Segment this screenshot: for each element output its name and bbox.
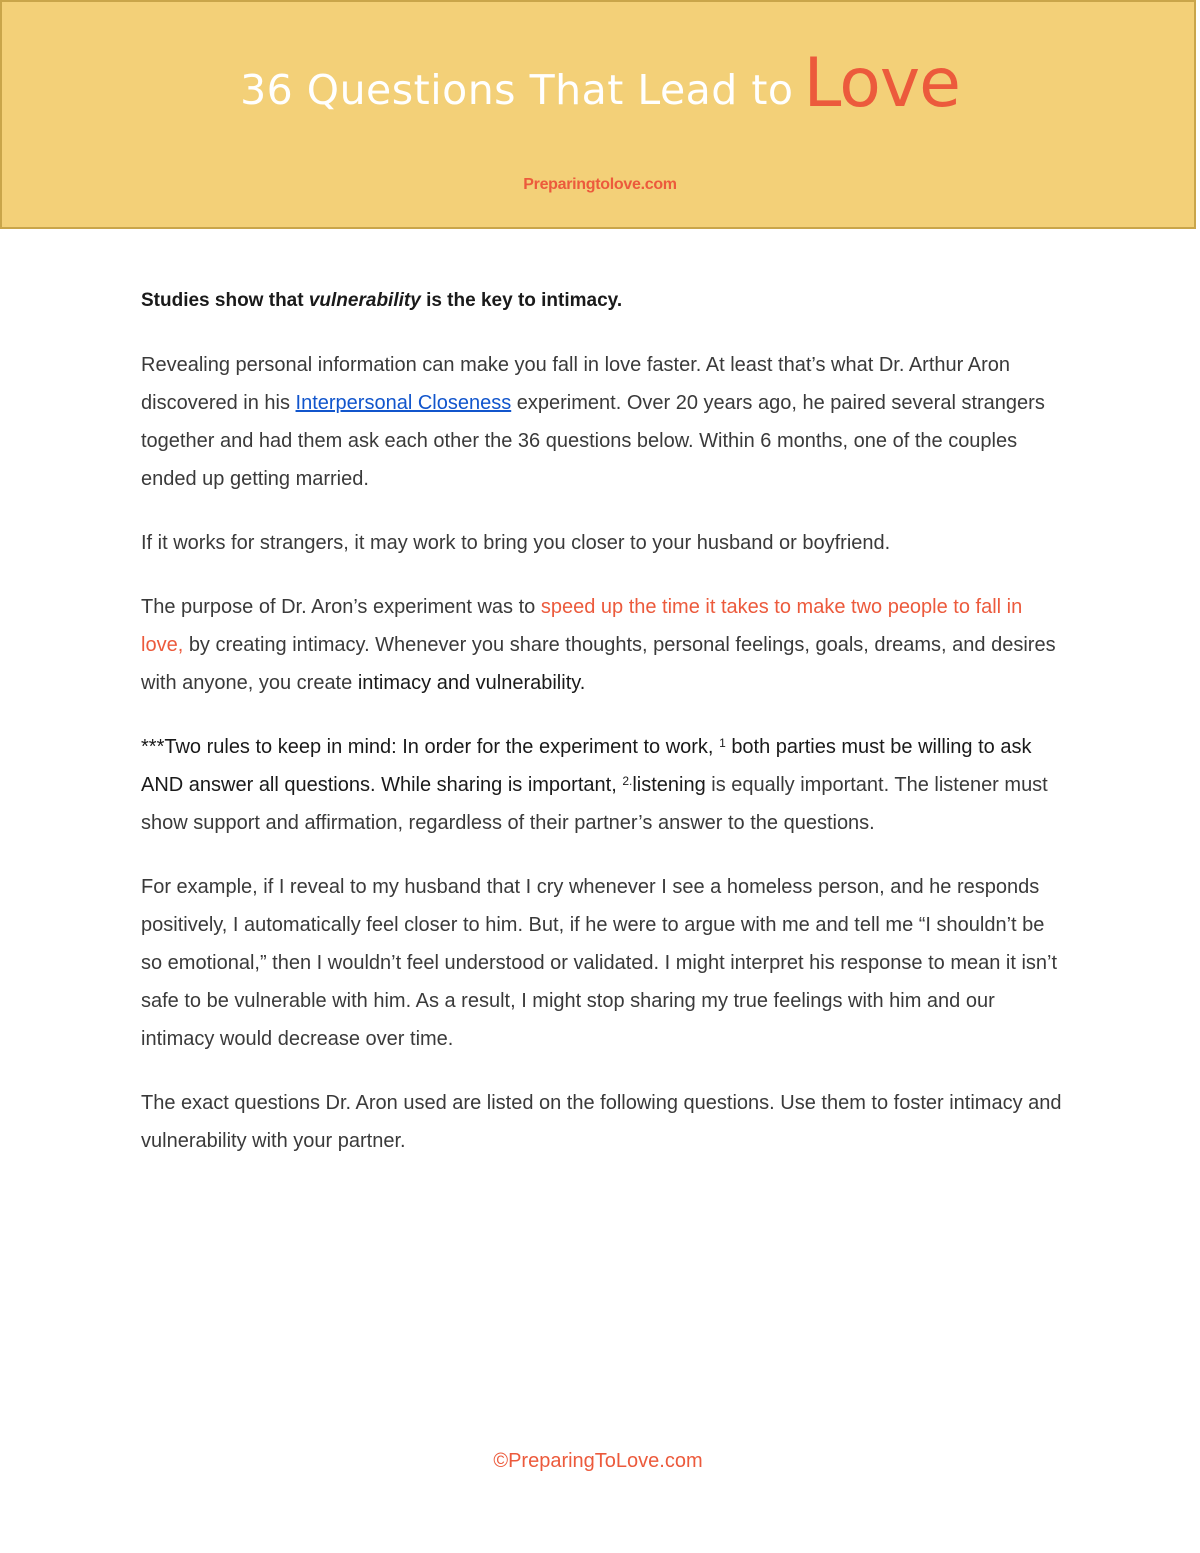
paragraph-rules	[141, 728, 1066, 842]
paragraph-closing: The exact questions Dr. Aron used are listed on the following questions. Use them to foster intimacy and vulnerability with your partner.	[141, 1092, 1062, 1152]
rule-1-marker: 1	[719, 736, 726, 750]
title-main-text: 36 Questions That Lead to	[240, 66, 794, 114]
rule-2-marker: 2.	[622, 774, 633, 788]
paragraph-example: For example, if I reveal to my husband that I cry whenever I see a homeless person, and he responds positively, I automatically feel closer to him. But, if he were to argue with me and tell me “I shouldn’t be so emotional,” then I wouldn’t feel understood or validated. I might interpret his response to mean it isn’t safe to be vulnerable with him. As a result, I might stop sharing my true feelings with him and our intimacy would decrease over time.	[141, 876, 1058, 1050]
p1-pre: Revealing personal information can make you fall in love faster. At least that’s what Dr. Arthur Aron discovered in his	[141, 354, 1010, 414]
article-body	[141, 282, 1066, 1186]
p4-d: is equally important. The listener must show support and affirmation, regardless of their partner’s answer to the questions.	[141, 774, 1048, 834]
interpersonal-closeness-link[interactable]: Interpersonal Closeness	[295, 392, 512, 414]
p1-post: experiment. Over 20 years ago, he paired several strangers together and had them ask each other the 36 questions below. Within 6 months, one of the couples ended up getting married.	[141, 392, 1045, 490]
lead-post: is the key to intimacy.	[426, 290, 623, 311]
p4-c: listening	[632, 774, 706, 796]
p3-end: intimacy and vulnerability.	[357, 672, 586, 694]
lead-pre: Studies show that	[141, 290, 304, 311]
p4-a: ***Two rules to keep in mind: In order for the experiment to work,	[141, 736, 714, 758]
p3-pre: The purpose of Dr. Aron’s experiment was to	[141, 596, 536, 618]
paragraph-purpose	[141, 588, 1066, 702]
footer-copyright: ©PreparingToLove.com	[493, 1450, 703, 1472]
title-accent-text: Love	[803, 44, 960, 123]
site-name: Preparingtolove.com	[523, 176, 677, 193]
p3-mid: by creating intimacy. Whenever you share thoughts, personal feelings, goals, dreams, and desires with anyone, you create	[141, 634, 1056, 694]
lead-paragraph	[141, 282, 1066, 320]
lead-emphasis: vulnerability	[308, 290, 421, 311]
header-banner	[0, 0, 1196, 229]
paragraph-intro	[141, 346, 1066, 498]
paragraph-strangers: If it works for strangers, it may work to bring you closer to your husband or boyfriend.	[141, 532, 891, 554]
page-title	[2, 42, 1198, 121]
p4-b: both parties must be willing to ask AND answer all questions. While sharing is important,	[141, 736, 1032, 796]
p3-highlight: speed up the time it takes to make two people to fall in love,	[141, 596, 1023, 656]
